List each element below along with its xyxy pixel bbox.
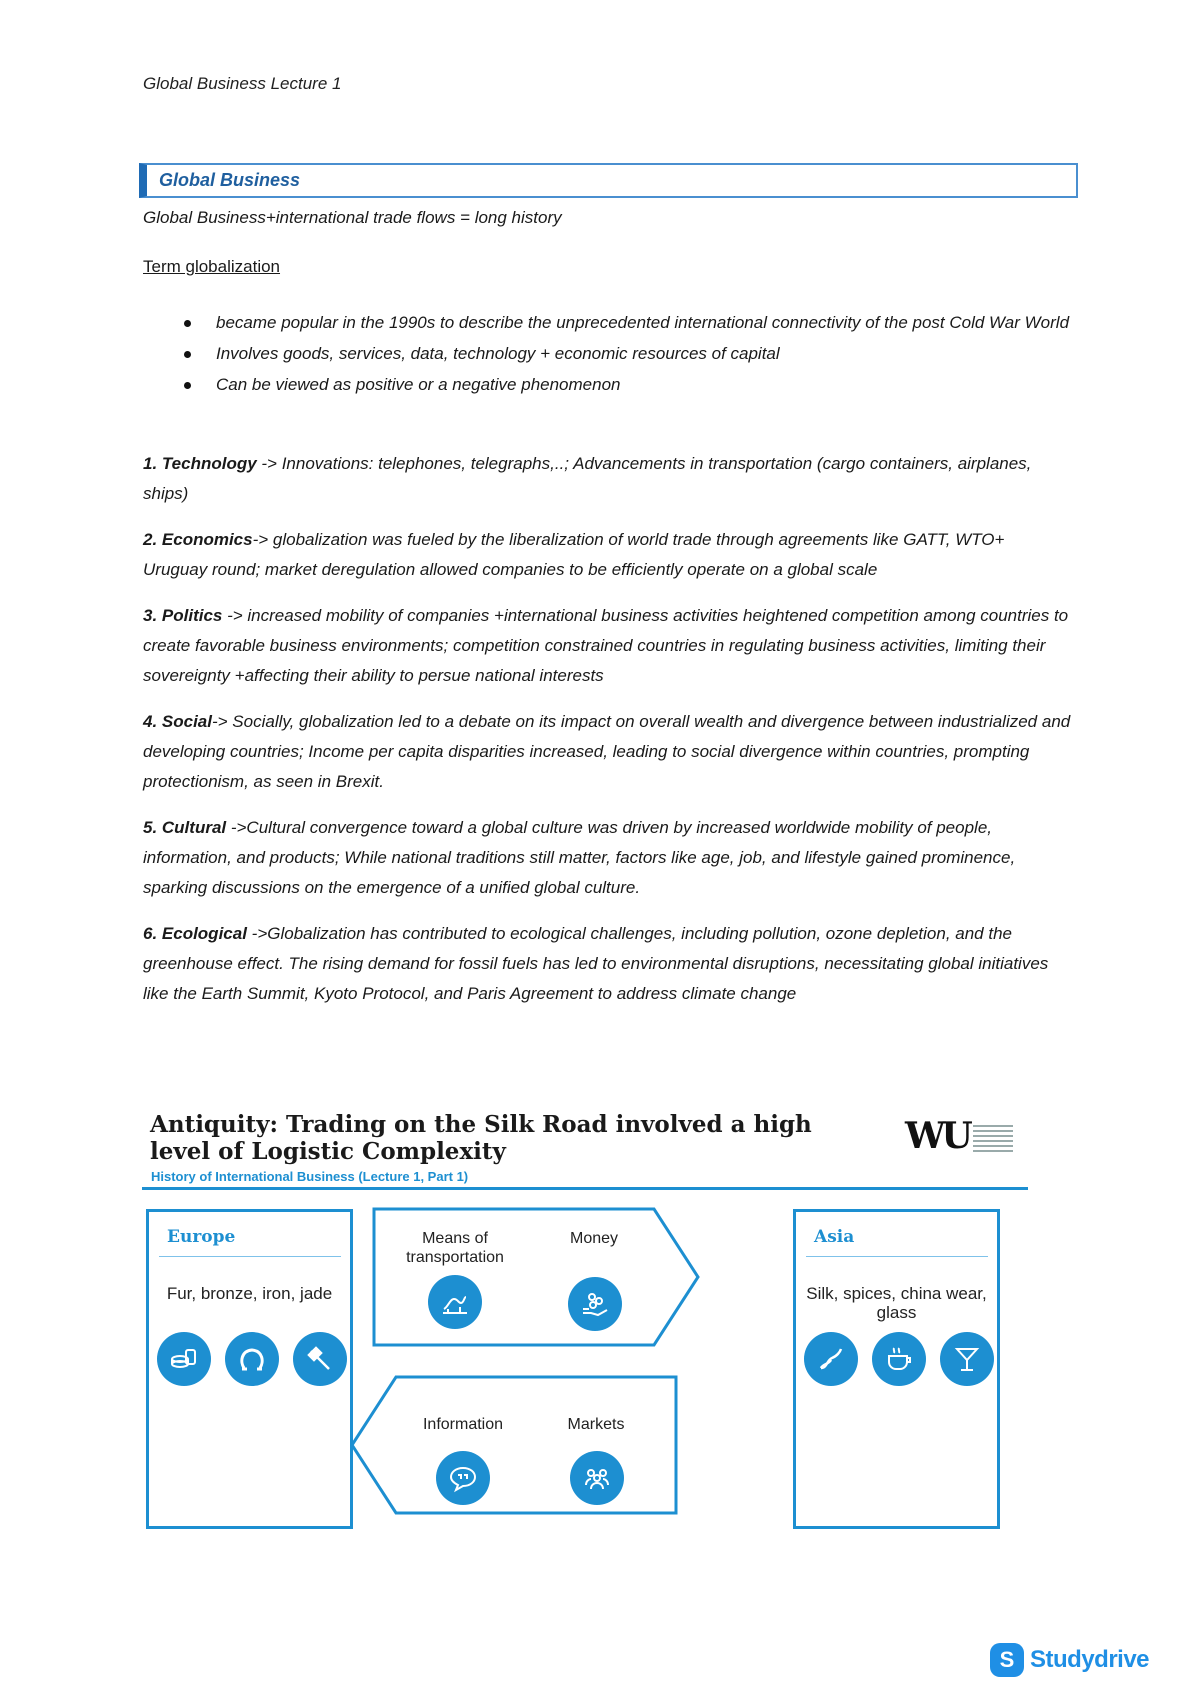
silk-road-slide bbox=[140, 1105, 1040, 1535]
bullet-list bbox=[143, 308, 1073, 401]
money-hand-icon bbox=[568, 1277, 622, 1331]
point-ecological bbox=[143, 919, 1073, 1009]
glass-icon bbox=[940, 1332, 994, 1386]
axe-icon bbox=[293, 1332, 347, 1386]
coins-icon bbox=[157, 1332, 211, 1386]
speech-bubble-icon bbox=[436, 1451, 490, 1505]
eastbound-arrow-frame bbox=[372, 1207, 702, 1347]
eastbound-label-transport: Means of transportation bbox=[406, 1230, 504, 1266]
asia-divider bbox=[806, 1256, 988, 1257]
point-social bbox=[143, 707, 1073, 797]
westbound-arrow-frame bbox=[348, 1375, 678, 1515]
europe-title: Europe bbox=[167, 1227, 236, 1247]
point-label: 4. Social bbox=[143, 712, 212, 731]
point-text: ->Globalization has contributed to ecological challenges, including pollution, ozone depletion, and the greenhouse effect. The rising demand for fossil fuels has led to environmental disruptions, necessitating global initiatives like the Earth Summit, Kyoto Protocol, and Paris Agreement to address climate change bbox=[143, 924, 1049, 1003]
bullet-item: became popular in the 1990s to describe the unprecedented international connectivity of the post Cold War World bbox=[143, 308, 1073, 337]
studydrive-logo-icon: S bbox=[990, 1643, 1024, 1677]
slide-subtitle: History of International Business (Lecture 1, Part 1) bbox=[151, 1169, 469, 1184]
wu-logo-lines bbox=[973, 1125, 1013, 1155]
asia-box bbox=[793, 1209, 1000, 1529]
slide-title: Antiquity: Trading on the Silk Road involved a high level of Logistic Complexity bbox=[150, 1111, 812, 1165]
point-label: 1. Technology bbox=[143, 454, 257, 473]
point-cultural bbox=[143, 813, 1073, 903]
point-politics bbox=[143, 601, 1073, 691]
horseshoe-icon bbox=[225, 1332, 279, 1386]
wu-logo bbox=[905, 1115, 1015, 1163]
point-text: -> Socially, globalization led to a debate on its impact on overall wealth and divergence between industrialized and developing countries; Income per capita disparities increased, leading to social divergence within countries, prompting protectionism, as seen in Brexit. bbox=[143, 712, 1071, 791]
point-text: -> Innovations: telephones, telegraphs,..; Advancements in transportation (cargo containers, airplanes, ships) bbox=[143, 454, 1032, 503]
asia-title: Asia bbox=[814, 1227, 855, 1247]
europe-box bbox=[146, 1209, 353, 1529]
point-text: -> globalization was fueled by the liberalization of world trade through agreements like GATT, WTO+ Uruguay round; market deregulation allowed companies to be efficiently operate on a global scale bbox=[143, 530, 1005, 579]
numbered-points bbox=[143, 449, 1073, 1025]
westbound-label-information: Information bbox=[422, 1416, 504, 1433]
bullet-item: Involves goods, services, data, technology + economic resources of capital bbox=[143, 339, 1073, 368]
term-heading: Term globalization bbox=[143, 257, 281, 276]
wu-logo-letters: WU bbox=[905, 1115, 969, 1157]
eastbound-arrow bbox=[372, 1207, 702, 1347]
eastbound-label-money: Money bbox=[569, 1230, 619, 1247]
europe-goods: Fur, bronze, iron, jade bbox=[166, 1284, 333, 1303]
point-label: 2. Economics bbox=[143, 530, 253, 549]
point-technology bbox=[143, 449, 1073, 509]
teacup-icon bbox=[872, 1332, 926, 1386]
studydrive-watermark bbox=[990, 1640, 1149, 1680]
point-economics bbox=[143, 525, 1073, 585]
intro-line: Global Business+international trade flows = long history bbox=[143, 208, 562, 227]
silk-icon bbox=[804, 1332, 858, 1386]
westbound-label-markets: Markets bbox=[567, 1416, 625, 1433]
point-text: ->Cultural convergence toward a global culture was driven by increased worldwide mobility of people, information, and products; While national traditions still matter, factors like age, job, and lifestyle gained prominence, sparking discussions on the emergence of a unified global culture. bbox=[143, 818, 1016, 897]
section-heading: Global Business bbox=[139, 163, 1078, 198]
asia-goods: Silk, spices, china wear, glass bbox=[806, 1284, 987, 1322]
europe-icons bbox=[157, 1332, 347, 1386]
westbound-arrow bbox=[348, 1375, 678, 1515]
point-label: 3. Politics bbox=[143, 606, 223, 625]
point-label: 6. Ecological bbox=[143, 924, 247, 943]
slide-divider bbox=[142, 1187, 1028, 1190]
point-text: -> increased mobility of companies +international business activities heightened competition among countries to create favorable business environments; competition constrained countries in regulating business activities, limiting their sovereignty +affecting their ability to persue national interests bbox=[143, 606, 1069, 685]
studydrive-brand: Studydrive bbox=[1030, 1646, 1150, 1673]
europe-divider bbox=[159, 1256, 341, 1257]
people-icon bbox=[570, 1451, 624, 1505]
point-label: 5. Cultural bbox=[143, 818, 227, 837]
bullet-item: Can be viewed as positive or a negative phenomenon bbox=[143, 370, 1073, 399]
camel-icon bbox=[428, 1275, 482, 1329]
asia-icons bbox=[804, 1332, 994, 1386]
page-header: Global Business Lecture 1 bbox=[143, 74, 342, 93]
